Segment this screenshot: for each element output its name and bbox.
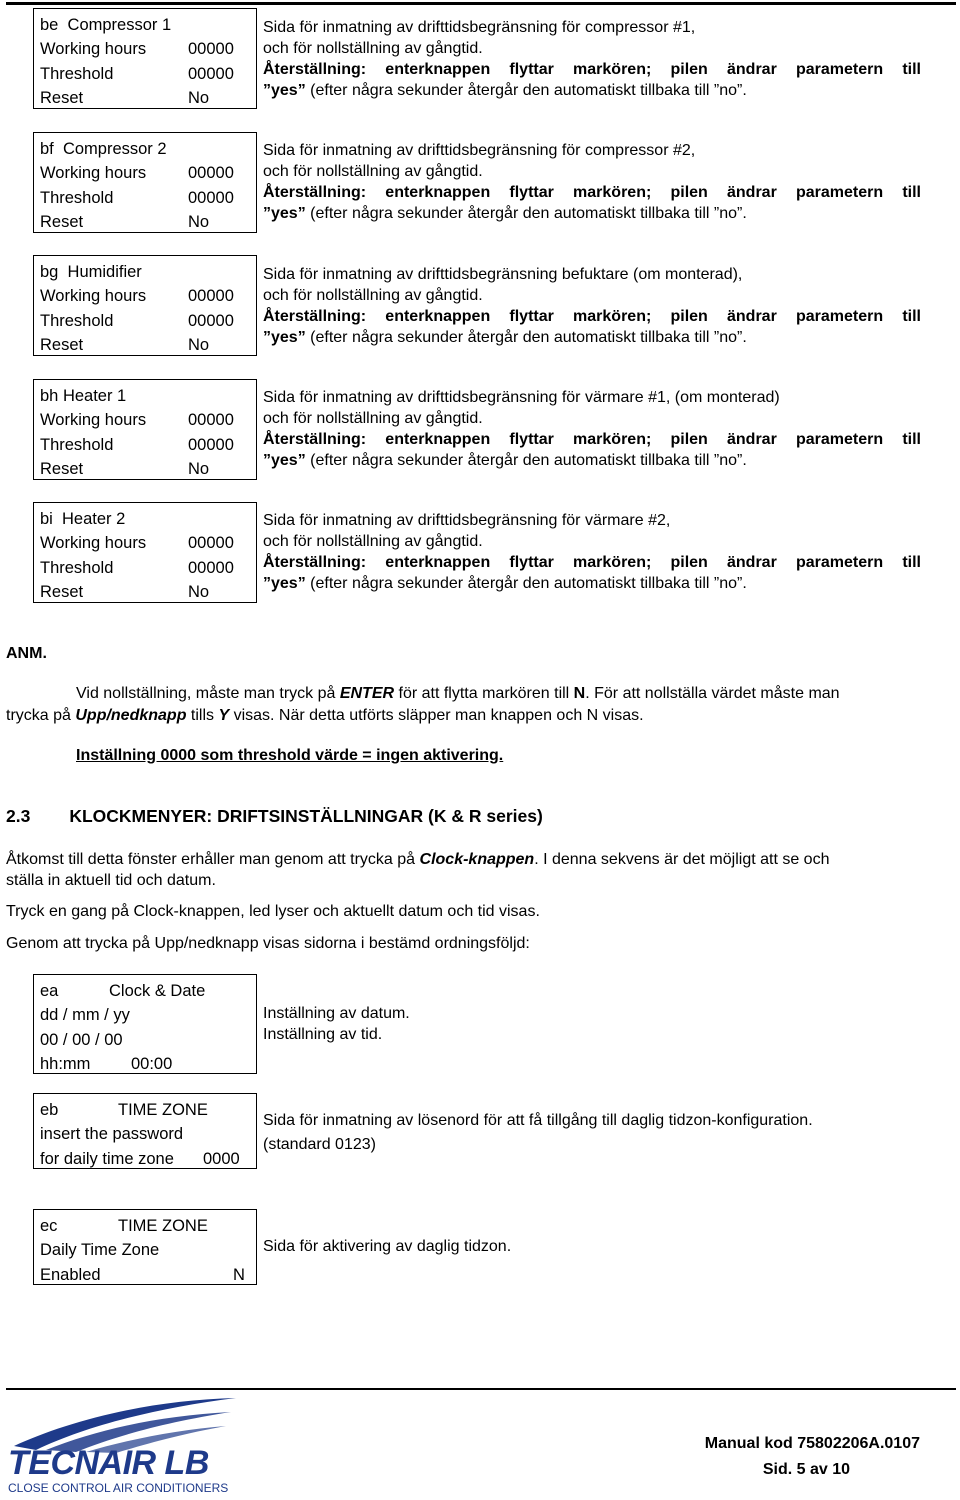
row-label: Reset	[40, 89, 84, 108]
row-value: 00000	[188, 164, 234, 183]
reset-tail: (efter några sekunder återgår den automatiskt tillbaka till ”no”.	[305, 205, 747, 222]
row-value: No	[188, 583, 210, 602]
panel-title: Clock & Date	[109, 982, 206, 1000]
yes-word: ”yes”	[263, 575, 306, 592]
logo-tagline: CLOSE CONTROL AIR CONDITIONERS	[8, 1481, 229, 1495]
panel-title: Heater 1	[62, 387, 127, 405]
desc-line: Sida för inmatning av drifttidsbegränsning för compressor #2,	[263, 142, 696, 159]
panel-row	[40, 284, 256, 308]
row-label: Reset	[40, 460, 84, 479]
desc-line: Sida för inmatning av drifttidsbegränsning för compressor #1,	[263, 19, 696, 36]
panel-header	[40, 507, 256, 531]
menu-code: bf	[40, 140, 54, 158]
panel-row	[40, 309, 256, 333]
row-label: Working hours	[40, 164, 147, 183]
clock-panel-description: Sida för inmatning av lösenord för att få tillgång till daglig tidzon-konfiguration. (standard 0123)	[263, 1112, 813, 1153]
panel-row	[40, 433, 256, 457]
row-value: 00000	[188, 435, 234, 454]
row-value: No	[188, 336, 210, 355]
display-panel-compressor-2	[33, 132, 257, 233]
threshold-note: Inställning 0000 som threshold värde = ingen aktivering.	[76, 747, 504, 764]
panel-row	[40, 86, 256, 110]
reset-instruction: Återställning: enterknappen flyttar markören; pilen ändrar parametern till	[263, 308, 921, 325]
reset-tail: (efter några sekunder återgår den automatiskt tillbaka till ”no”.	[305, 82, 747, 99]
row-value: 00000	[188, 411, 234, 430]
display-panel-time-zone-password	[33, 1093, 257, 1169]
menu-code: bh	[40, 387, 59, 405]
section-title: KLOCKMENYER: DRIFTSINSTÄLLNINGAR (K & R series)	[69, 806, 543, 826]
reset-instruction: Återställning: enterknappen flyttar markören; pilen ändrar parametern till	[263, 184, 921, 201]
section-intro: Åtkomst till detta fönster erhåller man genom att trycka på Clock-knappen. I denna sekvens är det möjligt att se och	[6, 851, 830, 868]
panel-title: Compressor 1	[67, 16, 172, 34]
yes-word: ”yes”	[263, 329, 306, 346]
panel-title: Humidifier	[67, 263, 142, 281]
panel-title: TIME ZONE	[118, 1217, 208, 1235]
panel-row	[40, 457, 256, 481]
section-number: 2.3	[6, 806, 31, 826]
reset-instruction: Återställning: enterknappen flyttar markören; pilen ändrar parametern till	[263, 431, 921, 448]
anm-paragraph: Vid nollställning, måste man tryck på ENTER för att flytta markören till N. För att nollställa värdet måste man	[76, 685, 840, 702]
row-label: Threshold	[40, 435, 114, 454]
menu-code: bg	[40, 263, 59, 281]
footer-rule	[6, 1388, 956, 1390]
row-value: No	[188, 213, 210, 232]
desc-line: Sida för inmatning av drifttidsbegränsning för värmare #1, (om monterad)	[263, 389, 780, 406]
top-rule	[6, 2, 956, 5]
display-panel-daily-time-zone	[33, 1209, 257, 1285]
panel-description	[263, 387, 921, 471]
row-label: Reset	[40, 583, 84, 602]
row-label: Working hours	[40, 40, 147, 59]
row-value: 00000	[188, 534, 234, 553]
reset-tail: (efter några sekunder återgår den automatiskt tillbaka till ”no”.	[305, 575, 747, 592]
display-panel-compressor-1	[33, 8, 257, 109]
tecnair-logo	[6, 1392, 246, 1496]
display-panel-heater-2	[33, 502, 257, 603]
row-label: Threshold	[40, 64, 114, 83]
panel-description	[263, 17, 921, 101]
desc-line: och för nollställning av gångtid.	[263, 287, 483, 304]
row-value: 00000	[188, 40, 234, 59]
panel-description	[263, 510, 921, 594]
panel-description	[263, 264, 921, 348]
panel-row	[40, 210, 256, 234]
reset-instruction: Återställning: enterknappen flyttar markören; pilen ändrar parametern till	[263, 554, 921, 571]
time-format: hh:mm	[40, 1055, 91, 1074]
enabled-label: Enabled	[40, 1265, 101, 1284]
row-label: Threshold	[40, 558, 114, 577]
display-panel-clock-date	[33, 974, 257, 1074]
yes-word: ”yes”	[263, 82, 306, 99]
section-intro-line2: ställa in aktuell tid och datum.	[6, 872, 216, 889]
panel-header	[40, 384, 256, 408]
row-label: Working hours	[40, 534, 147, 553]
password-value: 0000	[203, 1149, 240, 1168]
date-format: dd / mm / yy	[40, 1006, 130, 1025]
desc-line: Sida för inmatning av drifttidsbegränsning för värmare #2,	[263, 512, 671, 529]
menu-code: ea	[40, 982, 59, 1000]
panel-row	[40, 580, 256, 604]
panel-row	[40, 408, 256, 432]
panel-row	[40, 161, 256, 185]
menu-code: bi	[40, 510, 53, 528]
password-prompt-2: for daily time zone	[40, 1149, 174, 1168]
row-label: Reset	[40, 213, 84, 232]
panel-row	[40, 531, 256, 555]
anm-label: ANM.	[6, 645, 47, 662]
row-label: Working hours	[40, 287, 147, 306]
panel-title: TIME ZONE	[118, 1101, 208, 1119]
panel-title: Compressor 2	[62, 140, 167, 158]
row-value: No	[188, 460, 210, 479]
display-panel-humidifier	[33, 255, 257, 356]
desc-line: Sida för inmatning av drifttidsbegränsning befuktare (om monterad),	[263, 266, 743, 283]
panel-row	[40, 186, 256, 210]
clock-panel-description: Sida för aktivering av daglig tidzon.	[263, 1238, 512, 1255]
panel-row	[40, 62, 256, 86]
row-label: Working hours	[40, 411, 147, 430]
panel-row	[40, 333, 256, 357]
row-value: 00000	[188, 311, 234, 330]
section-heading	[6, 806, 956, 827]
panel-title: Heater 2	[62, 510, 126, 528]
date-value: 00 / 00 / 00	[40, 1030, 123, 1049]
row-label: Threshold	[40, 188, 114, 207]
panel-header	[40, 137, 256, 161]
row-value: 00000	[188, 287, 234, 306]
time-value: 00:00	[131, 1055, 173, 1074]
enabled-value: N	[233, 1265, 245, 1284]
clock-panel-description: Inställning av datum. Inställning av tid.	[263, 1005, 410, 1043]
reset-instruction: Återställning: enterknappen flyttar markören; pilen ändrar parametern till	[263, 61, 921, 78]
menu-code: eb	[40, 1101, 59, 1119]
row-label: Reset	[40, 336, 84, 355]
reset-tail: (efter några sekunder återgår den automatiskt tillbaka till ”no”.	[305, 329, 747, 346]
row-value: 00000	[188, 188, 234, 207]
display-panel-heater-1	[33, 379, 257, 480]
row-value: 00000	[188, 64, 234, 83]
menu-code: be	[40, 16, 59, 34]
yes-word: ”yes”	[263, 205, 306, 222]
menu-code: ec	[40, 1217, 58, 1235]
password-prompt: insert the password	[40, 1125, 184, 1144]
page-number: Sid. 5 av 10	[762, 1461, 850, 1478]
daily-time-zone-label: Daily Time Zone	[40, 1241, 160, 1260]
panel-header	[40, 260, 256, 284]
desc-line: och för nollställning av gångtid.	[263, 163, 483, 180]
desc-line: och för nollställning av gångtid.	[263, 410, 483, 427]
panel-row	[40, 556, 256, 580]
manual-code: Manual kod 75802206A.0107	[704, 1435, 920, 1452]
section-para3: Genom att trycka på Upp/nedknapp visas sidorna i bestämd ordningsföljd:	[6, 935, 530, 952]
logo-text: TECNAIR LB	[8, 1444, 209, 1482]
anm-paragraph-line2: trycka på Upp/nedknapp tills Y visas. När detta utförts släpper man knappen och N visas.	[6, 707, 644, 724]
panel-header	[40, 13, 256, 37]
reset-tail: (efter några sekunder återgår den automatiskt tillbaka till ”no”.	[305, 452, 747, 469]
row-value: No	[188, 89, 210, 108]
yes-word: ”yes”	[263, 452, 306, 469]
panel-row	[40, 37, 256, 61]
desc-line: och för nollställning av gångtid.	[263, 533, 483, 550]
desc-line: och för nollställning av gångtid.	[263, 40, 483, 57]
section-para2: Tryck en gang på Clock-knappen, led lyser och aktuellt datum och tid visas.	[6, 903, 540, 920]
row-value: 00000	[188, 558, 234, 577]
row-label: Threshold	[40, 311, 114, 330]
panel-description	[263, 140, 921, 224]
